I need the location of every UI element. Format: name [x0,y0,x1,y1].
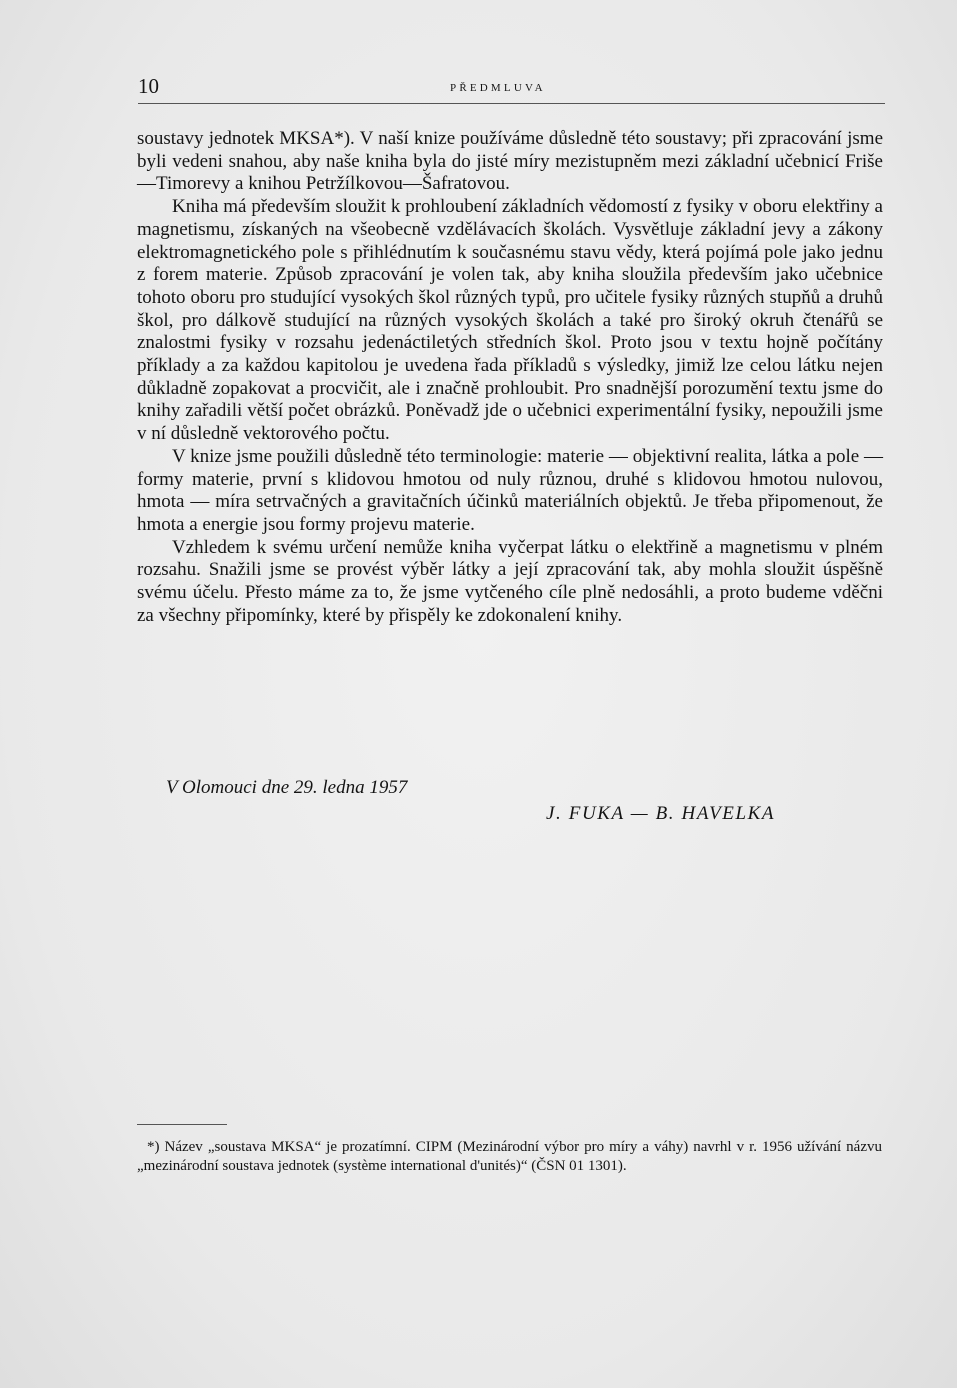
header-rule [138,103,885,104]
page-number: 10 [138,74,159,98]
running-head: PŘEDMLUVA [450,82,546,94]
place-date: V Olomouci dne 29. ledna 1957 [166,777,408,798]
page-header [138,74,885,106]
paragraph-4: Vzhledem k svému určení nemůže kniha vyčerpat látku o elektřině a magnetismu v plném rozsahu. Snažili jsme se provést výběr látky a její zpracování tak, aby mohla sloužit úspěšně svému účelu. Přesto máme za to, že jsme vytčeného cíle plně nedosáhli, a proto budeme vděčni za všechny připomínky, které by přispěly ke zdokonalení knihy. [137,536,883,626]
paragraph-2: Kniha má především sloužit k prohloubení základních vědomostí z fysiky v oboru elektřiny a magnetismu, získaných na všeobecně vzdělávacích školách. Vysvětluje základní jevy a zákony elektromagnetického pole s přihlédnutím k současnému stavu vědy, která pojímá pole jako jednu z forem materie. Způsob zpracování je volen tak, aby kniha sloužila především jako učebnice tohoto oboru pro studující vysokých škol různých typů, pro učitele fysiky různých stupňů a druhů škol, pro dálkově studující na různých vysokých školách a také pro široký okruh čtenářů se znalostmi fysiky v rozsahu jedenáctiletých středních škol. Proto jsou v textu hojně počítány příklady a za každou kapitolou je uvedena řada příkladů s výsledky, jimiž lze celou látku nejen důkladně zopakovat a procvičit, ale i značně prohloubit. Pro snadnější porozumění textu jsme do knihy zařadili větší počet obrázků. Poněvadž jde o učebnici experimentální fysiky, nepoužili jsme v ní důsledně vektorového počtu. [137,196,883,445]
paragraph-1: soustavy jednotek MKSA*). V naší knize používáme důsledně této soustavy; při zpracování jsme byli vedeni snahou, aby naše kniha byla do jisté míry mezistupněm mezi základní učebnicí Friše—Timorevy a knihou Petržílkovou—Šafratovou. [137,128,883,195]
footnote-rule [137,1124,227,1125]
authors-signature: J. FUKA — B. HAVELKA [546,803,776,824]
footnote-text: *) Název „soustava MKSA“ je prozatímní. CIPM (Mezinárodní výbor pro míry a váhy) navrhl v r. 1956 užívání názvu „mezinárodní soustava jednotek (système international d'unités)“ (ČSN 01 1301). [137,1139,882,1174]
body-text [137,128,883,627]
footnote [137,1138,882,1176]
paragraph-3: V knize jsme použili důsledně této terminologie: materie — objektivní realita, látka a pole — formy materie, první s klidovou hmotou od nuly různou, druhé s klidovou hmotou nulovou, hmota — míra setrvačných a gravitačních účinků materiálních objektů. Je třeba připomenout, že hmota a energie jsou formy projevu materie. [137,445,883,535]
